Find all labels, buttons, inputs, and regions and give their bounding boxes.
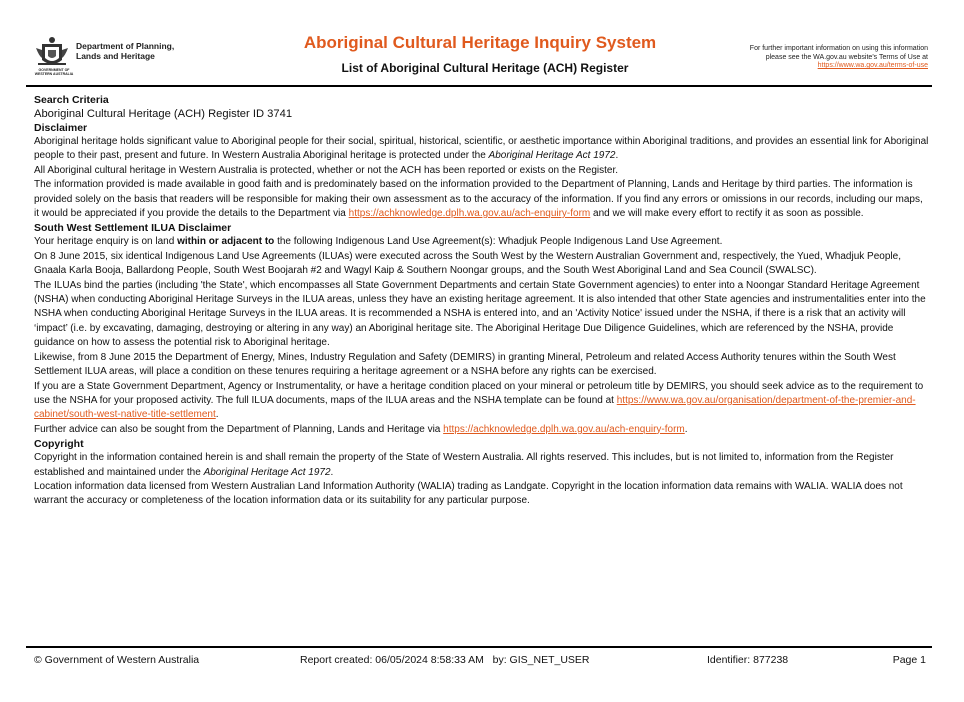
footer-identifier: Identifier: 877238 [707,654,789,666]
ilua-paragraph-1: Your heritage enquiry is on land within or adjacent to the following Indigenous Land Use Agreement(s): Whadjuk People Indigenous Land Use Agreement. [34,236,723,248]
government-label: GOVERNMENT OF WESTERN AUSTRALIA [34,68,74,76]
disclaimer-heading: Disclaimer [34,122,88,134]
ach-enquiry-link-2[interactable]: https://achknowledge.dplh.wa.gov.au/ach-enquiry-form [443,423,685,435]
search-criteria-value: Aboriginal Cultural Heritage (ACH) Register ID 3741 [34,108,293,120]
department-name-line2: Lands and Heritage [76,51,155,61]
ilua-paragraph-3: The ILUAs bind the parties (including 'the State', which encompasses all State Government Departments and certain State Government agencies) to enter into a Noongar Standard Heritage Agreement (NSHA) when conducting Aboriginal Heritage Surveys in the ILUA areas, unless they have an existing heritage agreement. It is also intended that other State agencies and instrumentalities enter into the NSHA when conducting Aboriginal Heritage Surveys in the ILUA areas. It is recommended a NSHA is entered into, and an 'Activity Notice' issued under the NSHA, if there is a risk that an activity will ‘impact’ (i.e. by excavating, damaging, destroying or altering in any way) an Aboriginal heritage site. The Aboriginal Heritage Due Diligence Guidelines, which are referenced by the NSHA, provide guidance on how to assess the potential risk to Aboriginal heritage. [34,279,926,349]
report-body [34,93,930,509]
search-criteria-heading: Search Criteria [34,94,109,106]
copyright-paragraph-1: Copyright in the information contained herein is and shall remain the property of the State of Western Australia. All rights reserved. This includes, but is not limited to, information from the Register established and maintained under the Aboriginal Heritage Act 1972. [34,452,894,478]
system-title: Aboriginal Cultural Heritage Inquiry System [303,33,657,52]
copyright-paragraph-2: Location information data licensed from Western Australian Land Information Authority (WALIA) trading as Landgate. Copyright in the location information data remains with WALIA. WALIA does not warrant the accuracy or completeness of the location information data or its suitability for any particular purpose. [34,480,903,507]
terms-of-use-link[interactable]: https://www.wa.gov.au/terms-of-use [817,62,928,69]
page-header [0,0,964,86]
footer-divider [26,646,932,648]
terms-note [688,45,928,71]
disclaimer-paragraph-3: The information provided is made available in good faith and is predominately based on the information provided to the Department of Planning, Lands and Heritage by third parties. The information is provided solely on the basis that readers will be responsible for making their own assessment as to the accuracy of the information. If you find any errors or omissions in our records, including our maps, it would be appreciated if you provide the details to the Department via https://achknowledge.dplh.wa.gov.au/ach-enquiry-form and we will make every effort to rectify it as soon as possible. [34,179,923,220]
footer-report-created: Report created: 06/05/2024 8:58:33 AM by: GIS_NET_USER [300,654,590,666]
ilua-paragraph-2: On 8 June 2015, six identical Indigenous Land Use Agreements (ILUAs) were executed across the South West by the Western Australian Government and, respectively, the Yued, Whadjuk People, Gnaala Karla Booja, Ballardong People, South West Boojarah #2 and Wagyl Kaip & Southern Noongar groups, and the South West Aboriginal Land and Sea Council (SWALSC). [34,250,901,277]
department-name-line1: Department of Planning, [76,41,175,51]
department-logo [34,36,175,78]
ilua-paragraph-4: Likewise, from 8 June 2015 the Department of Energy, Mines, Industry Regulation and Safety (DEMIRS) in granting Mineral, Petroleum and related Access Authority tenures within the South West Settlement ILUA areas, will place a condition on these tenures requiring a heritage agreement or a NSHA before any rights can be exercised. [34,351,896,378]
ach-enquiry-link[interactable]: https://achknowledge.dplh.wa.gov.au/ach-enquiry-form [348,208,591,220]
native-title-settlement-link[interactable]: https://www.wa.gov.au/organisation/department-of-the-premier-and-cabinet/south-west-native-title-settlement [34,394,916,421]
disclaimer-paragraph-1: Aboriginal heritage holds significant value to Aboriginal people for their social, spiritual, historical, scientific, or aesthetic importance within Aboriginal traditions, and provides an essential link for Aboriginal people to their past, present and future. In Western Australia Aboriginal heritage is protected under the Aboriginal Heritage Act 1972. [34,136,929,162]
ilua-paragraph-5: If you are a State Government Department, Agency or Instrumentality, or have a heritage condition placed on your mineral or petroleum title by DEMIRS, you should seek advice as to the requirement to use the NSHA for your proposed activity. The full ILUA documents, maps of the ILUA areas and the NSHA template can be found at https://www.wa.gov.au/organisation/department-of-the-premier-and-cabinet/south-west-native-title-settlement. [34,380,924,421]
copyright-heading: Copyright [34,438,84,451]
disclaimer-paragraph-2: All Aboriginal cultural heritage in Western Australia is protected, whether or not the ACH has been reported or exists on the Register. [34,164,619,176]
ilua-paragraph-6: Further advice can also be sought from the Department of Planning, Lands and Heritage via https://achknowledge.dplh.wa.gov.au/ach-enquiry-form. [34,423,688,435]
terms-note-line2: please see the WA.gov.au website's Terms of Use at [765,53,928,61]
terms-note-line1: For further important information on using this information [749,45,928,52]
footer-copyright: © Government of Western Australia [34,654,200,666]
footer-page-number: Page 1 [892,654,926,666]
ilua-disclaimer-heading: South West Settlement ILUA Disclaimer [34,222,232,235]
header-divider [26,85,932,87]
report-subtitle: List of Aboriginal Cultural Heritage (ACH) Register [341,61,629,75]
